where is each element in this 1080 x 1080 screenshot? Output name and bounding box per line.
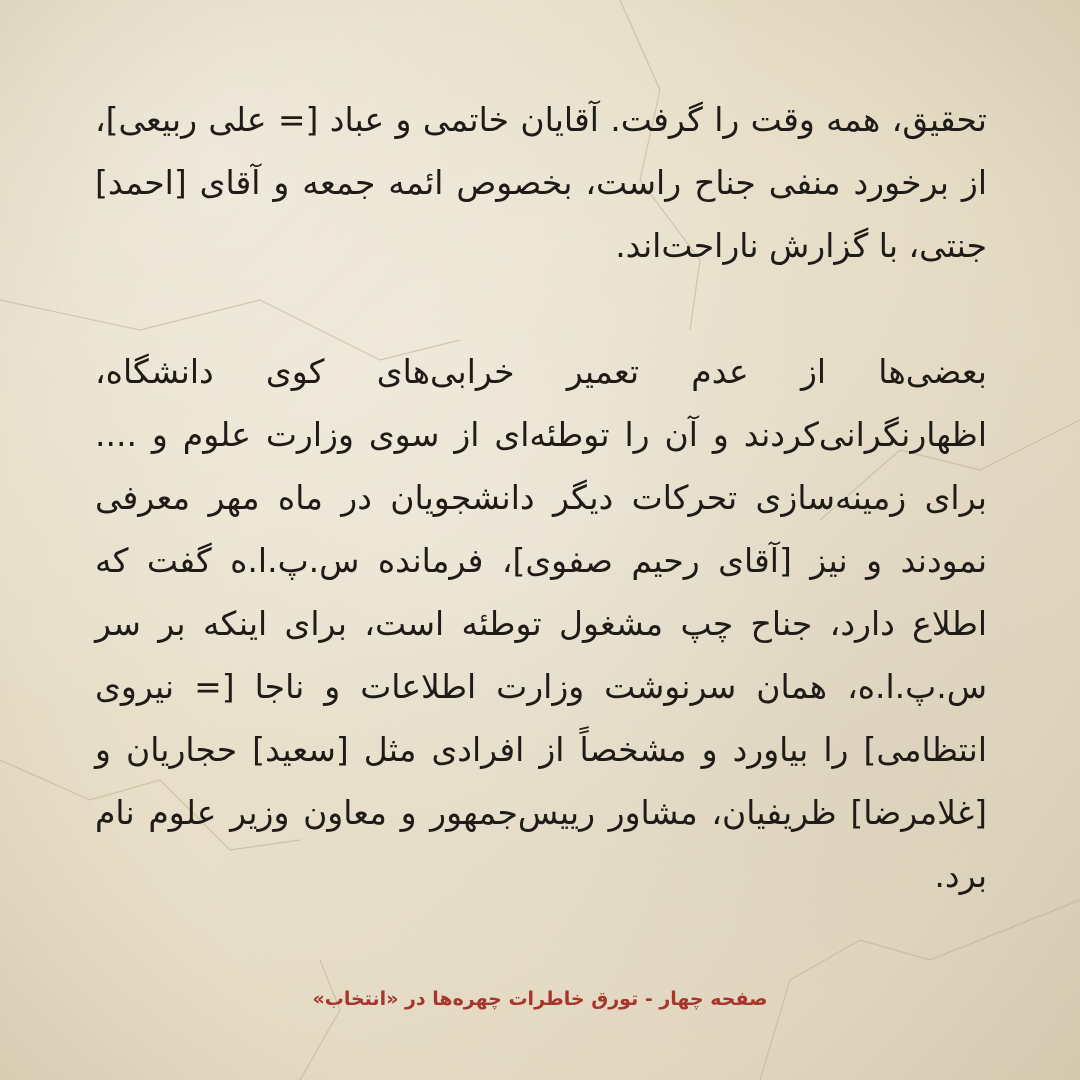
paragraph-1: تحقیق، همه وقت را گرفت. آقایان خاتمی و عباد [= علی ربیعی]، از برخورد منفی جناح راست، بخصوص ائمه جمعه و آقای [احمد] جنتی، با گزارش ناراحت‌اند. [95, 100, 987, 265]
document-body [95, 88, 987, 907]
page-footer: صفحه چهار - تورق خاطرات چهره‌ها در «انتخاب» [312, 988, 768, 1010]
paragraph-2: بعضی‌ها از عدم تعمیر خرابی‌های کوی دانشگاه، اظهارنگرانی‌کردند و آن را توطئه‌ای از سوی وزارت علوم و .... برای زمینه‌سازی تحرکات دیگر دانشجویان در ماه مهر معرفی نمودند و نیز [آقای رحیم صفوی]، فرمانده س.پ.ا.ه گفت که اطلاع دارد، جناح چپ مشغول توطئه است، برای اینکه بر سر س.پ.ا.ه، همان سرنوشت وزارت اطلاعات و ناجا [= نیروی انتظامی] را بیاورد و مشخصاً از افرادی مثل [سعید] حجاریان و [غلامرضا] ظریفیان، مشاور رییس‌جمهور و معاون وزیر علوم نام برد. [95, 352, 987, 895]
